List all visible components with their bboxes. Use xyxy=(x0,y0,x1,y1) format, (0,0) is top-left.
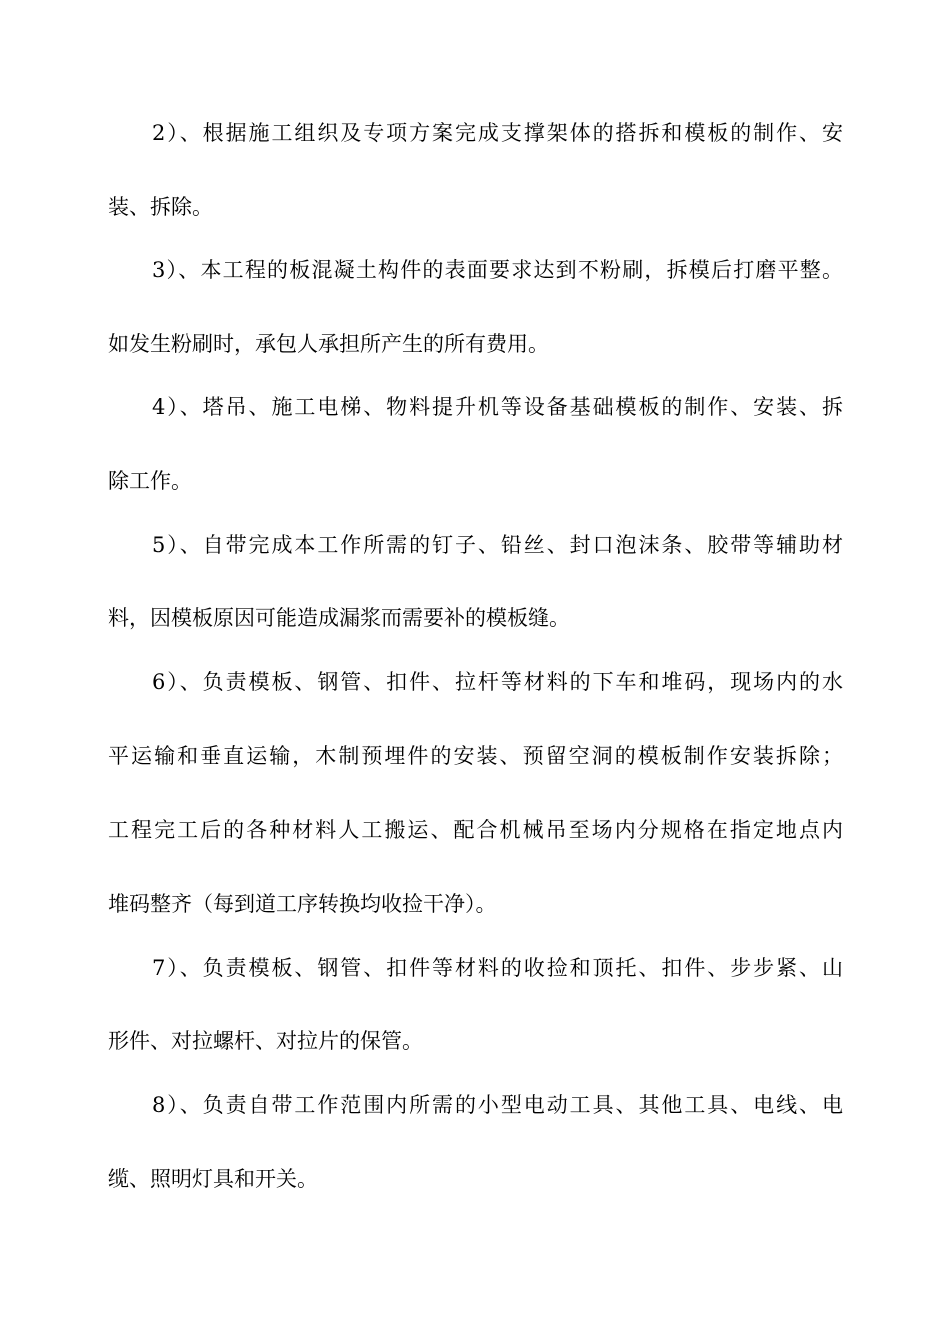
item-7-line-1: 7）、负责模板、钢管、扣件等材料的收捡和顶托、扣件、步步紧、山 xyxy=(152,956,843,980)
item-4-line-1: 4）、塔吊、施工电梯、物料提升机等设备基础模板的制作、安装、拆 xyxy=(152,395,843,419)
item-6-line-2: 平运输和垂直运输，木制预埋件的安装、预留空洞的模板制作安装拆除； xyxy=(108,744,843,768)
item-8-line-2: 缆、照明灯具和开关。 xyxy=(108,1167,318,1191)
item-3-line-2: 如发生粉刷时，承包人承担所产生的所有费用。 xyxy=(108,332,549,356)
item-6-line-1: 6）、负责模板、钢管、扣件、拉杆等材料的下车和堆码，现场内的水 xyxy=(152,670,843,694)
item-5-line-2: 料，因模板原因可能造成漏浆而需要补的模板缝。 xyxy=(108,606,570,630)
item-6-line-4: 堆码整齐（每到道工序转换均收捡干净）。 xyxy=(108,892,497,916)
item-2-line-1: 2）、根据施工组织及专项方案完成支撑架体的搭拆和模板的制作、安 xyxy=(152,121,843,145)
item-5-line-1: 5）、自带完成本工作所需的钉子、铅丝、封口泡沫条、胶带等辅助材 xyxy=(152,533,843,557)
item-6-line-3: 工程完工后的各种材料人工搬运、配合机械吊至场内分规格在指定地点内 xyxy=(108,818,843,842)
item-2-line-2: 装、拆除。 xyxy=(108,195,213,219)
item-4-line-2: 除工作。 xyxy=(108,469,192,493)
item-7-line-2: 形件、对拉螺杆、对拉片的保管。 xyxy=(108,1029,423,1053)
item-8-line-1: 8）、负责自带工作范围内所需的小型电动工具、其他工具、电线、电 xyxy=(152,1093,843,1117)
item-3-line-1: 3）、本工程的板混凝土构件的表面要求达到不粉刷，拆模后打磨平整。 xyxy=(152,258,843,282)
